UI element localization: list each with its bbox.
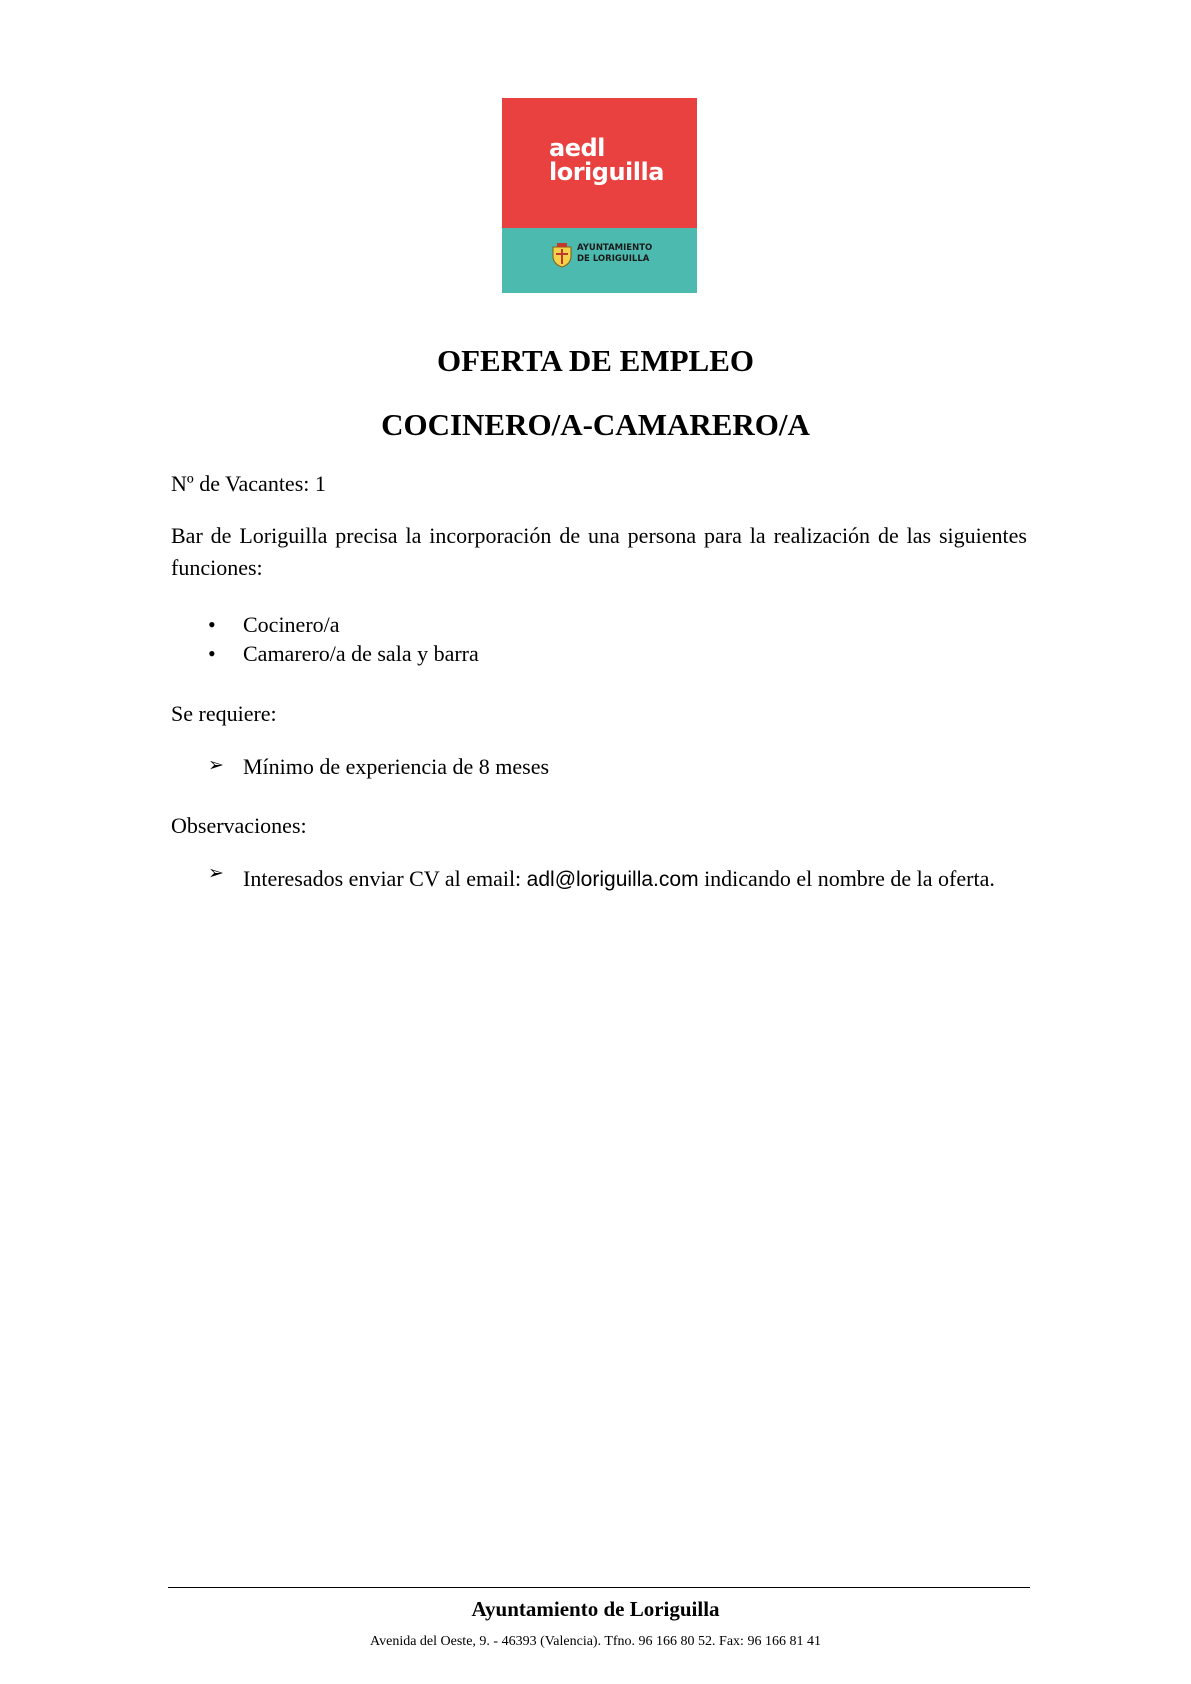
observation-text-before: Interesados enviar CV al email:	[243, 866, 527, 891]
job-position-title: COCINERO/A-CAMARERO/A	[381, 407, 810, 442]
arrow-bullet-icon: ➢	[208, 754, 224, 776]
logo-text-aedl: aedl	[549, 134, 605, 162]
footer-address: Avenida del Oeste, 9. - 46393 (Valencia). Tfno. 96 166 80 52. Fax: 96 166 81 41	[370, 1634, 821, 1649]
observations-heading: Observaciones:	[171, 813, 307, 838]
bullet-icon: •	[208, 612, 216, 637]
email-link[interactable]: adl@loriguilla.com	[526, 868, 699, 891]
aedl-loriguilla-logo	[502, 98, 697, 293]
function-label: Cocinero/a	[243, 612, 340, 637]
logo-text-loriguilla: loriguilla	[549, 158, 664, 186]
page-title: OFERTA DE EMPLEO	[437, 343, 754, 378]
function-label: Camarero/a de sala y barra	[243, 641, 479, 666]
observation-text-after: indicando el nombre de la oferta.	[698, 866, 995, 891]
intro-paragraph: Bar de Loriguilla precisa la incorporación de una persona para la realización de las siguientes funciones:	[171, 523, 1027, 580]
vacancies-count: Nº de Vacantes: 1	[171, 471, 326, 496]
seal-caption	[577, 243, 652, 265]
requirement-label: Mínimo de experiencia de 8 meses	[243, 754, 550, 779]
logo-red-panel	[502, 98, 697, 228]
arrow-bullet-icon: ➢	[208, 862, 224, 884]
seal-caption-line1: AYUNTAMIENTO	[577, 243, 653, 253]
requirements-heading: Se requiere:	[171, 701, 277, 726]
seal-caption-line2: DE LORIGUILLA	[577, 254, 650, 264]
footer-organization: Ayuntamiento de Loriguilla	[471, 1597, 720, 1621]
bullet-icon: •	[208, 641, 216, 666]
footer-divider	[168, 1587, 1030, 1588]
observation-text	[243, 862, 1003, 896]
logo-teal-panel	[502, 228, 697, 293]
coat-of-arms-icon	[550, 242, 574, 268]
